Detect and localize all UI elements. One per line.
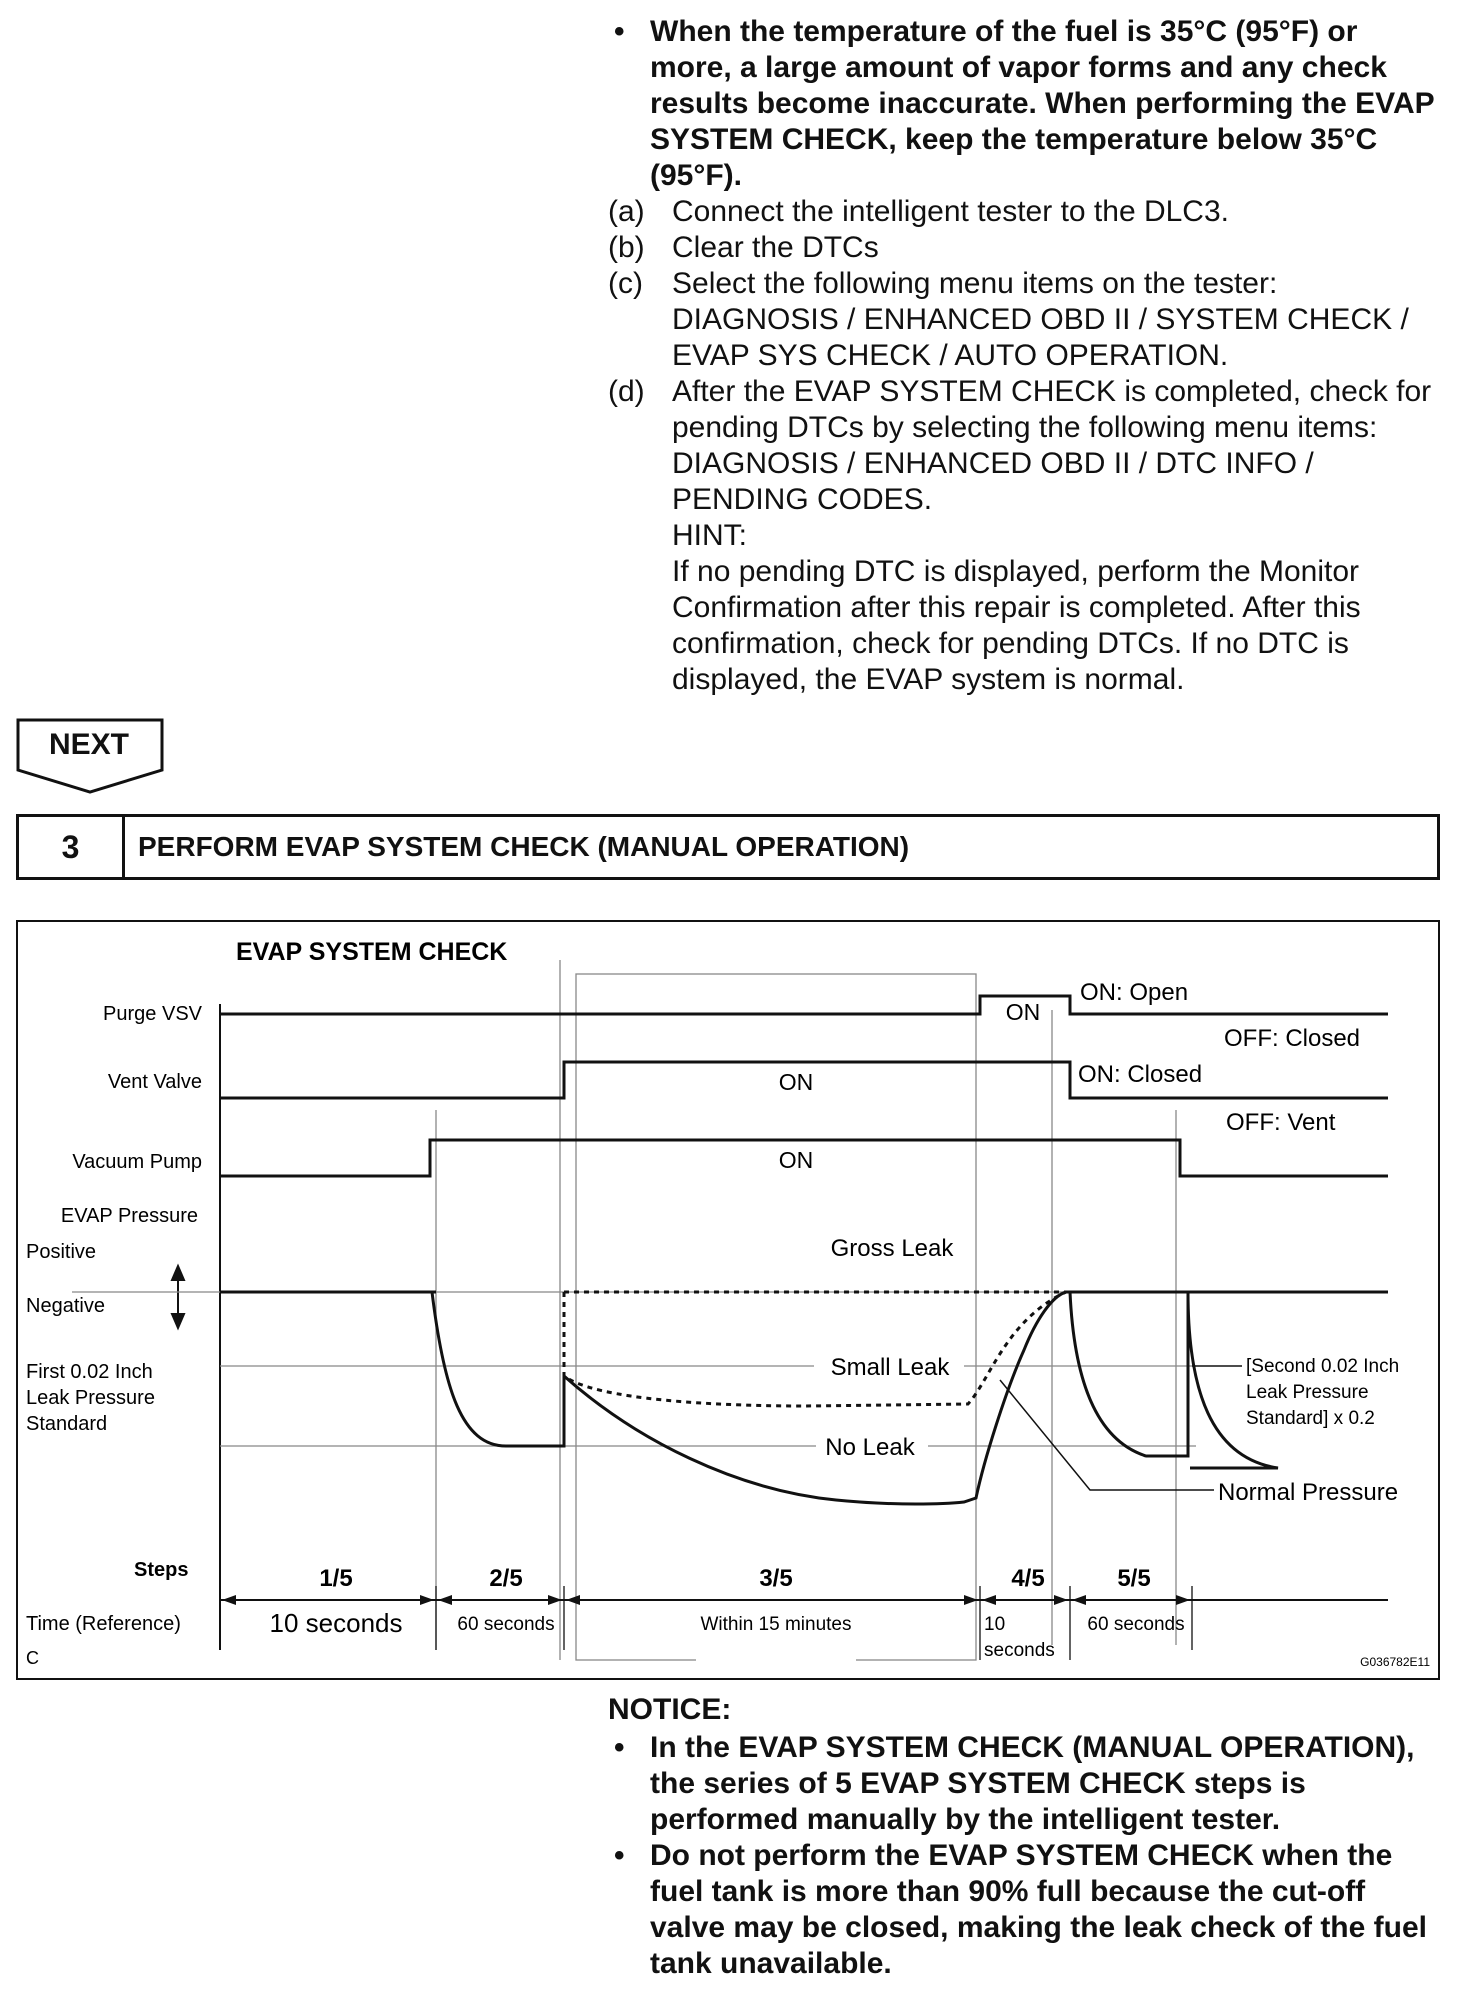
- second-standard-line3: Standard] x 0.2: [1246, 1408, 1375, 1429]
- time-4-label-line2: seconds: [984, 1640, 1055, 1661]
- step-b: [608, 230, 1438, 266]
- step-guides: [436, 960, 1176, 1660]
- on-open-label: ON: Open: [1080, 979, 1189, 1006]
- normal-pressure-label: Normal Pressure: [1218, 1479, 1399, 1506]
- time-reference-label: Time (Reference): [26, 1613, 181, 1635]
- step5-trace: [1070, 1292, 1188, 1456]
- off-closed-label: OFF: Closed: [1224, 1025, 1361, 1052]
- step-c: [608, 266, 1438, 374]
- step-1-label: 1/5: [319, 1565, 353, 1592]
- purge-vsv-signal: [220, 996, 1388, 1014]
- time-2-label: 60 seconds: [457, 1614, 555, 1635]
- notice-bullet: [608, 1838, 1438, 1982]
- second-standard-line1: [Second 0.02 Inch: [1246, 1356, 1400, 1377]
- first-standard-line1: First 0.02 Inch: [26, 1361, 153, 1383]
- step-d: [608, 374, 1438, 698]
- step3-box: [576, 974, 976, 1660]
- positive-label: Positive: [26, 1241, 97, 1263]
- figure-title: EVAP SYSTEM CHECK: [236, 938, 508, 966]
- steps-label: Steps: [134, 1559, 189, 1581]
- step-label: (d): [608, 375, 645, 408]
- vent-on-label: ON: [778, 1069, 814, 1095]
- notice-bullet-text: Do not perform the EVAP SYSTEM CHECK when the fuel tank is more than 90% full because the cut-off valve may be closed, making the leak check of the fuel tank unavailable.: [650, 1839, 1427, 1980]
- figure-id: G036782E11: [1360, 1655, 1430, 1669]
- notice-bullet: [608, 1730, 1438, 1838]
- vent-valve-label: Vent Valve: [107, 1071, 202, 1093]
- step-text: Clear the DTCs: [672, 231, 879, 264]
- step-text: Select the following menu items on the tester: DIAGNOSIS / ENHANCED OBD II / SYSTEM CHECK / EVAP SYS CHECK / AUTO OPERATION.: [672, 267, 1409, 372]
- purge-vsv-label: Purge VSV: [103, 1003, 202, 1025]
- step-text: After the EVAP SYSTEM CHECK is completed, check for pending DTCs by selecting the following menu items: DIAGNOSIS / ENHANCED OBD II / DTC INFO / PENDING CODES.: [672, 375, 1432, 516]
- corner-letter: C: [26, 1648, 39, 1668]
- step-4-label: 4/5: [1011, 1565, 1045, 1592]
- hint-text: If no pending DTC is displayed, perform the Monitor Confirmation after this repair is completed. After this confirmation, check for pending DTCs. If no DTC is displayed, the EVAP system is normal.: [672, 555, 1361, 696]
- hint-label: HINT:: [672, 519, 747, 552]
- negative-label: Negative: [26, 1295, 105, 1317]
- section-number: 3: [19, 817, 125, 877]
- on-closed-label: ON: Closed: [1078, 1061, 1203, 1088]
- temperature-warning-text: When the temperature of the fuel is 35°C (95°F) or more, a large amount of vapor forms and any check results become inaccurate. When performing the EVAP SYSTEM CHECK, keep the temperature below 35°C (95°F).: [650, 15, 1435, 192]
- small-leak-label: Small Leak: [830, 1354, 950, 1381]
- pressure-direction-arrows: [172, 1266, 184, 1328]
- first-standard-line2: Leak Pressure: [26, 1387, 155, 1409]
- normal-pressure-trace: [432, 1292, 1278, 1504]
- first-standard-line3: Standard: [26, 1413, 108, 1435]
- second-standard-line2: Leak Pressure: [1246, 1382, 1369, 1403]
- step-3-label: 3/5: [759, 1565, 793, 1592]
- step-a: [608, 194, 1438, 230]
- notice-bullet-text: In the EVAP SYSTEM CHECK (MANUAL OPERATION), the series of 5 EVAP SYSTEM CHECK steps is performed manually by the intelligent tester.: [650, 1731, 1415, 1836]
- step-label: (c): [608, 267, 643, 300]
- step-5-label: 5/5: [1117, 1565, 1151, 1592]
- no-leak-label: No Leak: [825, 1434, 915, 1461]
- evap-pressure-label: EVAP Pressure: [60, 1205, 198, 1227]
- normal-pressure-leader: [1000, 1380, 1214, 1490]
- bullet-icon: •: [614, 1731, 625, 1764]
- time-3-label: Within 15 minutes: [700, 1614, 852, 1635]
- pump-on-label: ON: [778, 1147, 814, 1173]
- time-5-label: 60 seconds: [1087, 1614, 1185, 1635]
- vacuum-pump-label: Vacuum Pump: [72, 1151, 202, 1173]
- step-2-label: 2/5: [489, 1565, 523, 1592]
- off-vent-label: OFF: Vent: [1226, 1109, 1336, 1136]
- time-4-label-line1: 10: [984, 1614, 1006, 1635]
- time-1-label: 10 seconds: [269, 1608, 403, 1638]
- purge-on-label: ON: [1005, 999, 1041, 1025]
- evap-timing-diagram: [16, 920, 1440, 1680]
- section-title: PERFORM EVAP SYSTEM CHECK (MANUAL OPERATION): [138, 831, 910, 862]
- step-label: (a): [608, 195, 645, 228]
- gross-leak-label: Gross Leak: [830, 1235, 954, 1262]
- notice-title: NOTICE:: [608, 1693, 732, 1726]
- top-instructions: [608, 14, 1438, 698]
- step-text: Connect the intelligent tester to the DLC3.: [672, 195, 1229, 228]
- temperature-warning: [608, 14, 1438, 194]
- box-gap: [696, 1650, 856, 1664]
- bullet-icon: •: [614, 15, 625, 48]
- next-button-label[interactable]: NEXT: [48, 728, 129, 761]
- bullet-icon: •: [614, 1839, 625, 1872]
- notice-section: [608, 1690, 1438, 1982]
- step-label: (b): [608, 231, 645, 264]
